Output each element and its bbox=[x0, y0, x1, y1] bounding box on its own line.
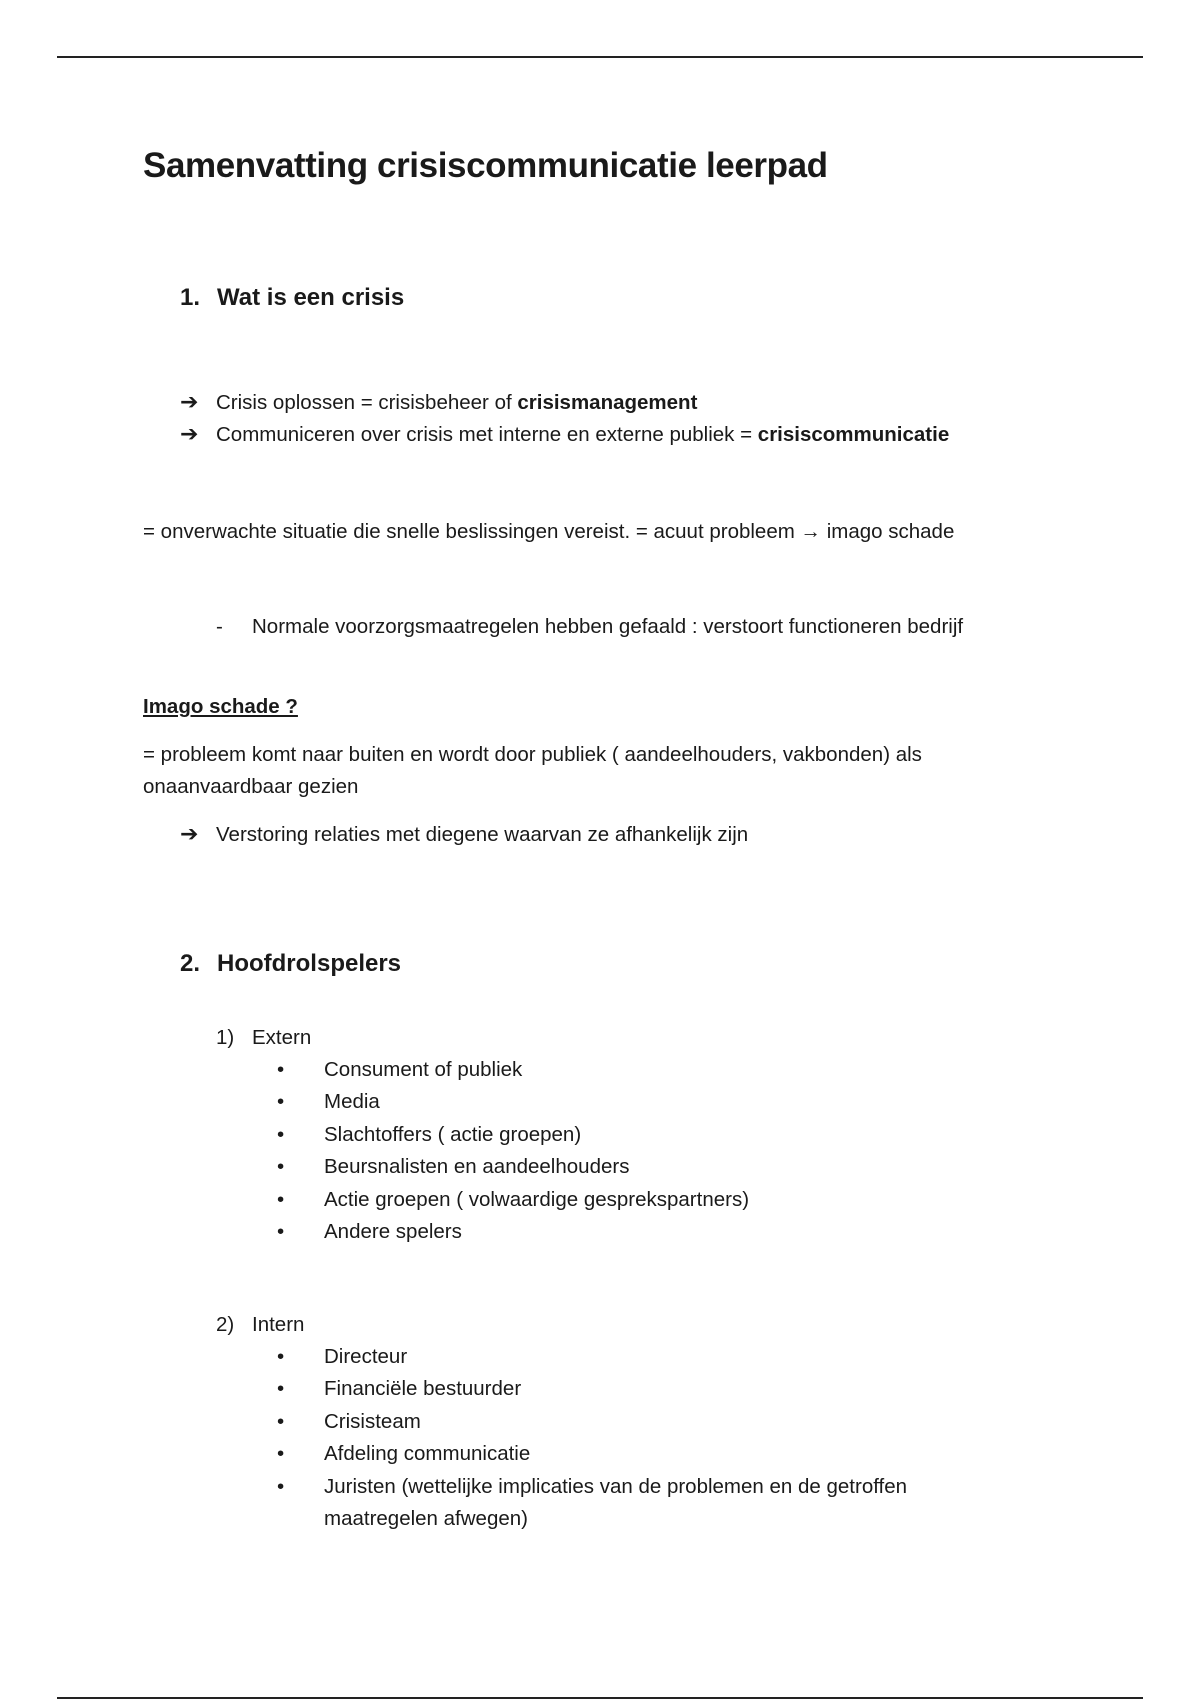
list-item: • Andere spelers bbox=[277, 1216, 749, 1248]
bullet-icon: • bbox=[277, 1377, 285, 1401]
bullet-icon: • bbox=[277, 1187, 285, 1211]
section-2-title: Hoofdrolspelers bbox=[217, 950, 402, 977]
imago-heading: Imago schade ? bbox=[143, 695, 298, 718]
bullet-icon: • bbox=[277, 1442, 285, 1466]
list-item: • Media bbox=[277, 1086, 749, 1118]
dash-item: - Normale voorzorgsmaatregelen hebben gefaald : verstoort functioneren bedrijf bbox=[216, 611, 963, 643]
extern-list bbox=[277, 1054, 749, 1248]
bullet-icon: • bbox=[277, 1474, 285, 1498]
intern-subheading: 2) Intern bbox=[216, 1313, 305, 1336]
section-2-number: 2. bbox=[180, 950, 201, 977]
bullet-icon: • bbox=[277, 1122, 285, 1146]
extern-subheading: 1) Extern bbox=[216, 1026, 312, 1049]
bullet-icon: • bbox=[277, 1155, 285, 1179]
list-item: • Slachtoffers ( actie groepen) bbox=[277, 1119, 749, 1151]
list-item: • Juristen (wettelijke implicaties van de problemen en de getroffen maatregelen afwegen) bbox=[277, 1471, 907, 1535]
crisis-definition: = onverwachte situatie die snelle beslissingen vereist. = acuut probleem → imago schade bbox=[143, 520, 955, 543]
arrow-item-verstoring: ➔ Verstoring relaties met diegene waarvan ze afhankelijk zijn bbox=[180, 818, 748, 851]
intern-list bbox=[277, 1341, 907, 1535]
arrow-right-icon: → bbox=[800, 520, 822, 543]
document-title: Samenvatting crisiscommunicatie leerpad bbox=[143, 146, 828, 185]
list-item: • Financiële bestuurder bbox=[277, 1373, 907, 1405]
arrow-item-crisismanagement: ➔ Crisis oplossen = crisisbeheer of crisismanagement bbox=[180, 386, 697, 419]
list-item: • Actie groepen ( volwaardige gesprekspartners) bbox=[277, 1184, 749, 1216]
bullet-icon: • bbox=[277, 1219, 285, 1243]
list-item: • Crisisteam bbox=[277, 1406, 907, 1438]
list-item: • Afdeling communicatie bbox=[277, 1438, 907, 1470]
arrow-icon: ➔ bbox=[180, 389, 199, 414]
arrow-icon: ➔ bbox=[180, 821, 199, 846]
section-1-number: 1. bbox=[180, 284, 201, 311]
section-2-heading bbox=[180, 950, 401, 978]
footer-rule bbox=[57, 1697, 1143, 1699]
bullet-icon: • bbox=[277, 1409, 285, 1433]
section-1-title: Wat is een crisis bbox=[217, 284, 405, 311]
arrow-icon: ➔ bbox=[180, 421, 199, 446]
list-item: • Beursnalisten en aandeelhouders bbox=[277, 1151, 749, 1183]
dash-marker: - bbox=[216, 615, 223, 638]
section-1-heading bbox=[180, 284, 404, 312]
bullet-icon: • bbox=[277, 1058, 285, 1081]
imago-definition: = probleem komt naar buiten en wordt door publiek ( aandeelhouders, vakbonden) als onaanvaardbaar gezien bbox=[143, 743, 922, 798]
bullet-icon: • bbox=[277, 1090, 285, 1114]
bullet-icon: • bbox=[277, 1345, 285, 1368]
arrow-item-crisiscommunicatie: ➔ Communiceren over crisis met interne en externe publiek = crisiscommunicatie bbox=[180, 418, 949, 451]
header-rule bbox=[57, 56, 1143, 58]
list-item: • Directeur bbox=[277, 1341, 907, 1373]
list-item: • Consument of publiek bbox=[277, 1054, 749, 1086]
